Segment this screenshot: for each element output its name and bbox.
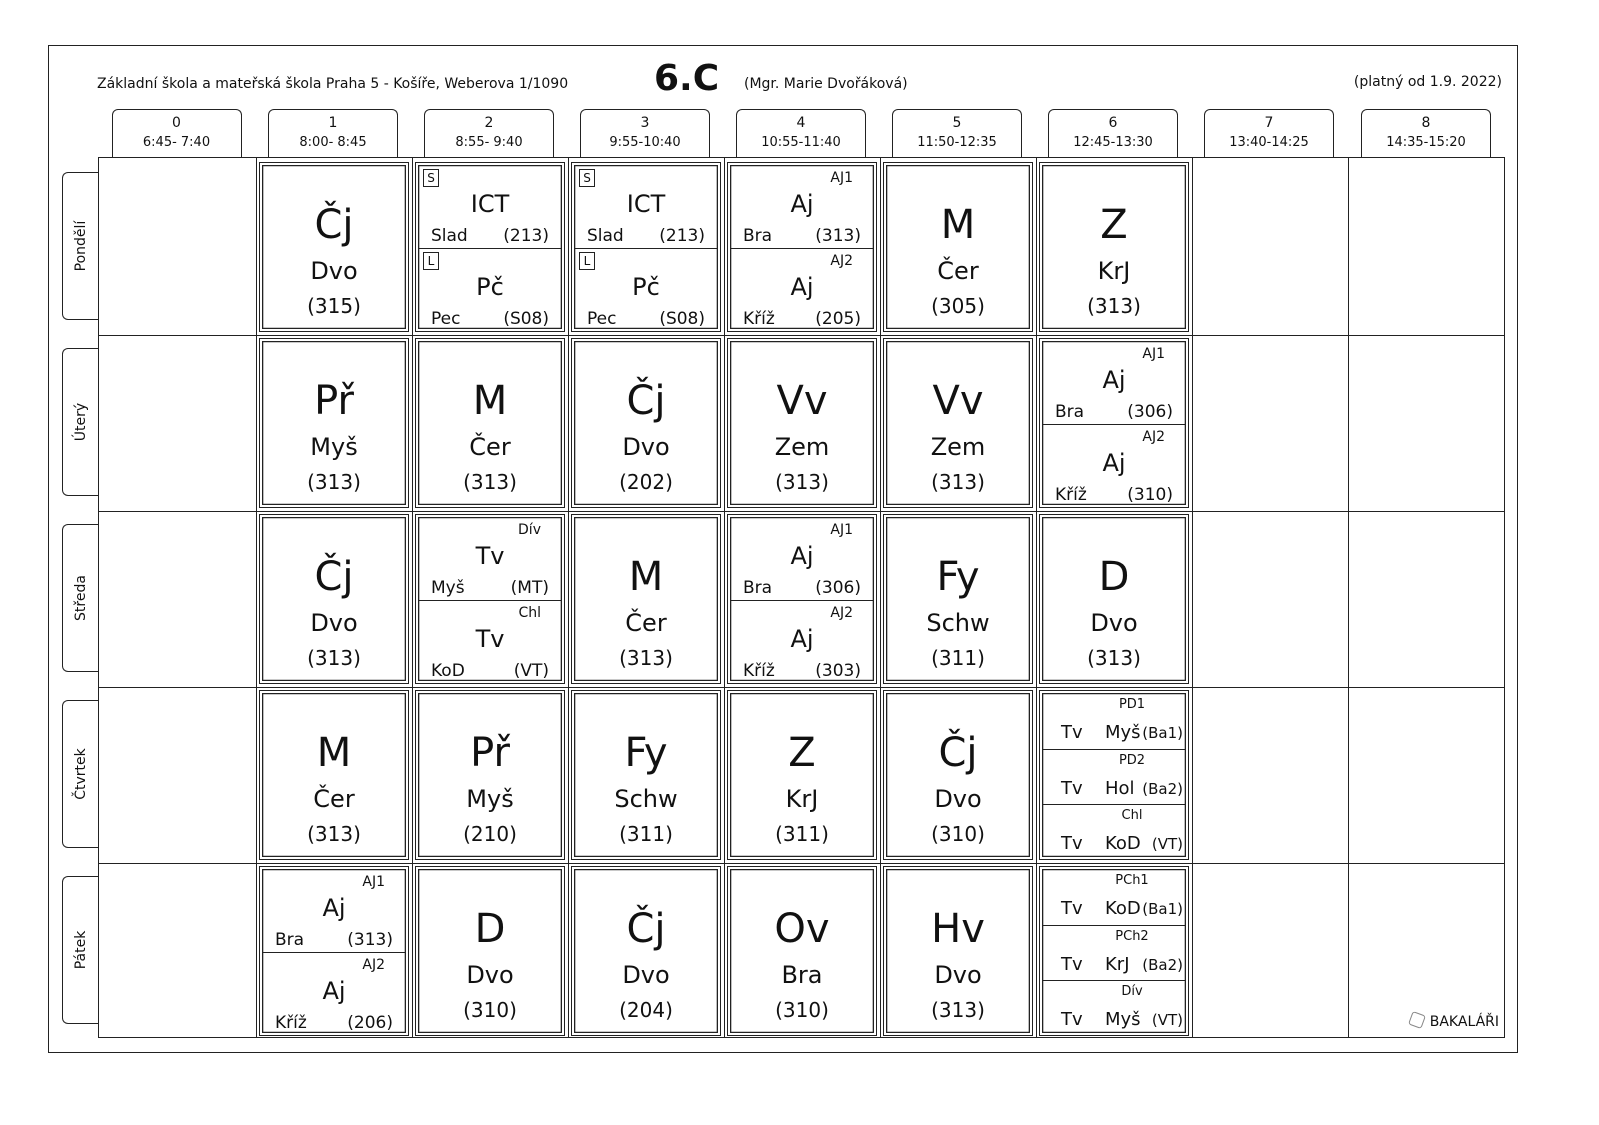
lesson-teacher: Bra [743, 225, 773, 246]
split-lesson [575, 166, 717, 248]
lesson-teacher: Dvo [1090, 609, 1138, 637]
lesson [260, 515, 408, 683]
lesson-room: (213) [659, 225, 705, 246]
lesson-room: (313) [307, 470, 361, 494]
split-lesson [263, 870, 405, 952]
lesson-teacher: Myš [466, 785, 514, 813]
period-header [1204, 109, 1334, 157]
lesson-room: (206) [347, 1013, 393, 1033]
split-lesson [419, 166, 561, 248]
lesson-room: (310) [775, 998, 829, 1022]
lesson-room: (313) [775, 470, 829, 494]
lesson-room: (306) [815, 578, 861, 598]
lesson-cell[interactable] [571, 514, 721, 684]
period-time: 10:55-11:40 [761, 135, 841, 150]
lesson-subject: Čj [626, 378, 666, 424]
lesson-subject: M [628, 554, 664, 600]
lesson-subject: Tv [1061, 833, 1083, 854]
lesson-room: (311) [931, 646, 985, 670]
lesson-subject: Tv [475, 542, 505, 570]
lesson [728, 691, 876, 859]
lesson-room: (313) [347, 930, 393, 950]
split-lesson [575, 248, 717, 331]
lesson-group: AJ1 [830, 169, 853, 186]
lesson-teacher: Kříž [743, 308, 775, 329]
period-header [1361, 109, 1491, 157]
lesson-subject: Aj [790, 542, 814, 570]
lesson-subject: Aj [1102, 366, 1126, 394]
period-number: 5 [952, 115, 962, 131]
lesson [572, 867, 720, 1035]
split-lesson [1043, 925, 1185, 981]
lesson-room: (303) [815, 661, 861, 681]
lesson-group: Dív [1121, 984, 1143, 999]
lesson-teacher: Pec [431, 308, 461, 329]
lesson-subject: D [474, 906, 506, 952]
lesson-subject: Čj [938, 730, 978, 776]
lesson-cell[interactable] [415, 866, 565, 1036]
lesson-subject: Tv [1061, 954, 1083, 975]
lesson-teacher: Bra [1055, 402, 1085, 422]
lesson-teacher: Schw [926, 609, 990, 637]
lesson-teacher: Dvo [310, 609, 358, 637]
lesson-subject: Aj [790, 272, 814, 301]
lesson-subject: Z [788, 730, 816, 776]
lesson-cell[interactable] [571, 338, 721, 508]
class-title: 6.C [654, 58, 720, 99]
lesson-subject: Aj [322, 894, 346, 922]
lesson-cell[interactable] [883, 514, 1033, 684]
lesson-room: (311) [619, 822, 673, 846]
lesson-subject: Čj [314, 554, 354, 600]
lesson-teacher: Zem [774, 433, 830, 461]
lesson-teacher: KoD [1105, 833, 1141, 854]
lesson-cell[interactable] [1039, 690, 1189, 860]
school-name: Základní škola a mateřská škola Praha 5 - Košíře, Weberova 1/1090 [97, 76, 569, 92]
lesson-mark: S [579, 169, 595, 187]
lesson [884, 163, 1032, 331]
lesson-teacher: Dvo [622, 961, 670, 989]
day-name: Pondělí [72, 220, 89, 271]
lesson-room: (313) [307, 646, 361, 670]
lesson [416, 867, 564, 1035]
lesson-room: (202) [619, 470, 673, 494]
split-lesson [419, 518, 561, 600]
lesson-subject: Ov [774, 906, 830, 952]
lesson-subject: Čj [314, 201, 354, 248]
lesson [728, 339, 876, 507]
logo-text: BAKALÁŘI [1429, 1014, 1499, 1030]
period-time: 6:45- 7:40 [142, 135, 211, 150]
lesson-room: (VT) [513, 661, 549, 681]
lesson-subject: Př [470, 730, 510, 776]
lesson [728, 867, 876, 1035]
lesson-group: PCh2 [1115, 929, 1149, 944]
lesson-teacher: Myš [310, 433, 358, 461]
lesson-subject: Tv [1061, 722, 1083, 743]
lesson-group: Dív [518, 522, 541, 538]
lesson-subject: Aj [790, 189, 814, 218]
lesson-cell[interactable] [1039, 514, 1189, 684]
bakalari-logo [1410, 1013, 1499, 1030]
period-time: 13:40-14:25 [1229, 135, 1309, 150]
day-name: Čtvrtek [72, 748, 89, 800]
lesson-cell[interactable] [883, 338, 1033, 508]
lesson [572, 691, 720, 859]
lesson-teacher: KoD [431, 661, 465, 681]
lesson [884, 691, 1032, 859]
lesson-group: AJ2 [830, 605, 853, 621]
lesson-cell[interactable] [415, 690, 565, 860]
lesson-group: Chl [518, 605, 541, 621]
period-header [424, 109, 554, 157]
day-label [62, 348, 98, 496]
period-number: 2 [484, 115, 494, 131]
lesson-subject: Fy [936, 554, 980, 600]
lesson-cell[interactable] [727, 690, 877, 860]
period-number: 8 [1421, 115, 1431, 131]
lesson-teacher: Dvo [310, 256, 358, 285]
lesson-teacher: Zem [930, 433, 986, 461]
split-lesson [731, 166, 873, 248]
lesson-teacher: Dvo [934, 785, 982, 813]
period-time: 11:50-12:35 [917, 135, 997, 150]
timetable-grid [98, 157, 1505, 1038]
lesson-subject: Tv [1061, 778, 1083, 799]
lesson-subject: Aj [1102, 449, 1126, 477]
grid-col-line [724, 158, 725, 1037]
lesson-room: (315) [307, 293, 361, 318]
lesson [1040, 515, 1188, 683]
lesson [884, 867, 1032, 1035]
lesson-subject: Aj [322, 977, 346, 1005]
lesson-subject: ICT [470, 189, 510, 218]
lesson [572, 339, 720, 507]
lesson-teacher: Dvo [934, 961, 982, 989]
lesson-cell[interactable] [727, 338, 877, 508]
lesson [884, 339, 1032, 507]
lesson-room: (213) [503, 225, 549, 246]
lesson-room: (VT) [1151, 835, 1183, 853]
lesson-group: PD1 [1118, 697, 1146, 712]
lesson-teacher: Čer [625, 609, 667, 637]
split-lesson [1043, 694, 1185, 749]
lesson-teacher: Bra [275, 930, 305, 950]
period-time: 8:55- 9:40 [455, 135, 523, 150]
lesson-teacher: Kříž [275, 1013, 307, 1033]
period-header [892, 109, 1022, 157]
lesson-teacher: Schw [614, 785, 678, 813]
lesson-cell[interactable] [571, 690, 721, 860]
lesson-teacher: Myš [1105, 1009, 1141, 1030]
period-number: 1 [328, 115, 338, 131]
lesson-subject: Z [1100, 201, 1128, 248]
grid-col-line [1192, 158, 1193, 1037]
lesson-room: (313) [1087, 646, 1141, 670]
grid-row-line [99, 687, 1504, 688]
day-label [62, 172, 98, 320]
lesson-group: Chl [1121, 808, 1143, 823]
lesson-room: (306) [1127, 402, 1173, 422]
lesson-room: (S08) [503, 308, 549, 329]
grid-row-line [99, 511, 1504, 512]
period-number: 3 [640, 115, 650, 131]
split-lesson [731, 248, 873, 331]
lesson [416, 339, 564, 507]
lesson-group: AJ1 [362, 874, 385, 890]
lesson-cell[interactable] [415, 338, 565, 508]
lesson-mark: L [423, 252, 439, 270]
period-header [268, 109, 398, 157]
lesson-teacher: Bra [743, 578, 773, 598]
split-lesson [731, 600, 873, 683]
grid-col-line [256, 158, 257, 1037]
lesson-teacher: Slad [587, 225, 624, 246]
grid-col-line [880, 158, 881, 1037]
lesson-cell[interactable] [883, 162, 1033, 332]
lesson-cell[interactable] [259, 866, 409, 1036]
lesson-teacher: Čer [937, 256, 979, 285]
lesson-cell[interactable] [727, 514, 877, 684]
lesson-teacher: KrJ [1097, 256, 1131, 285]
lesson-teacher: Kříž [1055, 485, 1087, 505]
split-lesson [419, 248, 561, 331]
lesson-room: (210) [463, 822, 517, 846]
lesson-subject: Vv [932, 378, 984, 424]
period-header [736, 109, 866, 157]
lesson-teacher: Čer [313, 785, 355, 813]
lesson-room: (313) [307, 822, 361, 846]
lesson-cell[interactable] [883, 866, 1033, 1036]
grid-row-line [99, 335, 1504, 336]
lesson-teacher: Slad [431, 225, 468, 246]
lesson-cell[interactable] [259, 690, 409, 860]
lesson-teacher: KrJ [1105, 954, 1130, 975]
lesson-room: (313) [1087, 293, 1141, 318]
lesson-subject: Tv [1061, 1009, 1083, 1030]
lesson-cell[interactable] [259, 162, 409, 332]
lesson-subject: Pč [476, 272, 504, 301]
lesson-group: AJ2 [362, 957, 385, 973]
lesson-cell[interactable] [727, 866, 877, 1036]
lesson-cell[interactable] [1039, 338, 1189, 508]
period-number: 6 [1108, 115, 1118, 131]
lesson-room: (313) [931, 998, 985, 1022]
lesson-cell[interactable] [1039, 162, 1189, 332]
lesson-cell[interactable] [1039, 866, 1189, 1036]
lesson-subject: Aj [790, 625, 814, 653]
split-lesson [419, 600, 561, 683]
lesson-room: (313) [619, 646, 673, 670]
lesson [260, 339, 408, 507]
day-label [62, 876, 98, 1024]
lesson-room: (Ba1) [1142, 900, 1183, 918]
lesson-teacher: KrJ [785, 785, 819, 813]
lesson-cell[interactable] [571, 866, 721, 1036]
lesson-teacher: KoD [1105, 898, 1141, 919]
lesson-cell[interactable] [259, 338, 409, 508]
period-time: 9:55-10:40 [609, 135, 681, 150]
lesson-subject: M [316, 730, 352, 776]
lesson-room: (Ba1) [1142, 724, 1183, 742]
lesson-room: (310) [463, 998, 517, 1022]
lesson-room: (310) [931, 822, 985, 846]
lesson-room: (VT) [1151, 1011, 1183, 1029]
lesson-teacher: Dvo [622, 433, 670, 461]
period-header [112, 109, 242, 157]
lesson-subject: D [1098, 554, 1130, 600]
lesson-teacher: Myš [1105, 722, 1141, 743]
split-lesson [1043, 870, 1185, 925]
period-header [580, 109, 710, 157]
lesson-group: AJ2 [1142, 429, 1165, 445]
split-lesson [731, 518, 873, 600]
lesson-cell[interactable] [883, 690, 1033, 860]
period-time: 12:45-13:30 [1073, 135, 1153, 150]
bakalari-logo-icon [1408, 1011, 1426, 1029]
lesson-room: (MT) [510, 578, 549, 598]
lesson-group: AJ1 [830, 522, 853, 538]
lesson-subject: M [472, 378, 508, 424]
lesson-teacher: Myš [431, 578, 465, 598]
lesson-mark: L [579, 252, 595, 270]
lesson-teacher: Čer [469, 433, 511, 461]
lesson-cell[interactable] [415, 162, 565, 332]
class-teacher: (Mgr. Marie Dvořáková) [744, 76, 908, 92]
lesson-room: (311) [775, 822, 829, 846]
lesson [884, 515, 1032, 683]
split-lesson [1043, 749, 1185, 805]
lesson [260, 163, 408, 331]
day-name: Úterý [72, 402, 89, 442]
lesson-room: (313) [815, 225, 861, 246]
split-lesson [1043, 424, 1185, 507]
day-name: Středa [72, 575, 89, 621]
lesson [260, 691, 408, 859]
lesson-subject: Fy [624, 730, 668, 776]
lesson-room: (Ba2) [1142, 956, 1183, 974]
split-lesson [1043, 804, 1185, 860]
period-time: 8:00- 8:45 [299, 135, 367, 150]
lesson-teacher: Hol [1105, 778, 1135, 799]
grid-row-line [99, 863, 1504, 864]
lesson-cell[interactable] [259, 514, 409, 684]
lesson-room: (204) [619, 998, 673, 1022]
lesson-teacher: Dvo [466, 961, 514, 989]
lesson-room: (Ba2) [1142, 780, 1183, 798]
period-number: 4 [796, 115, 806, 131]
lesson-cell[interactable] [415, 514, 565, 684]
lesson-room: (313) [931, 470, 985, 494]
lesson-subject: Tv [475, 625, 505, 653]
day-label [62, 524, 98, 672]
lesson-cell[interactable] [571, 162, 721, 332]
grid-col-line [1348, 158, 1349, 1037]
lesson-subject: Př [314, 378, 354, 424]
lesson-room: (313) [463, 470, 517, 494]
split-lesson [1043, 980, 1185, 1036]
lesson-subject: M [940, 201, 976, 248]
lesson-subject: Čj [626, 906, 666, 952]
period-number: 0 [172, 115, 181, 131]
lesson-room: (S08) [659, 308, 705, 329]
day-name: Pátek [72, 930, 89, 970]
lesson-cell[interactable] [727, 162, 877, 332]
lesson-group: AJ1 [1142, 346, 1165, 362]
lesson [416, 691, 564, 859]
lesson-subject: Tv [1061, 898, 1083, 919]
grid-col-line [568, 158, 569, 1037]
lesson-teacher: Kříž [743, 661, 775, 681]
period-header [1048, 109, 1178, 157]
lesson-room: (205) [815, 308, 861, 329]
grid-col-line [1036, 158, 1037, 1037]
period-time: 14:35-15:20 [1386, 135, 1466, 150]
lesson-subject: Pč [632, 272, 660, 301]
lesson-room: (305) [931, 293, 985, 318]
lesson-group: AJ2 [830, 252, 853, 269]
lesson-group: PD2 [1118, 753, 1146, 768]
valid-from: (platný od 1.9. 2022) [1353, 74, 1502, 90]
lesson-subject: Vv [776, 378, 828, 424]
lesson-mark: S [423, 169, 439, 187]
lesson-subject: Hv [931, 906, 985, 952]
lesson [1040, 163, 1188, 331]
lesson-group: PCh1 [1115, 873, 1149, 888]
day-label [62, 700, 98, 848]
split-lesson [263, 952, 405, 1035]
lesson [572, 515, 720, 683]
split-lesson [1043, 342, 1185, 424]
lesson-teacher: Bra [781, 961, 823, 989]
period-number: 7 [1264, 115, 1274, 131]
lesson-subject: ICT [626, 189, 666, 218]
lesson-teacher: Pec [587, 308, 617, 329]
grid-col-line [412, 158, 413, 1037]
lesson-room: (310) [1127, 485, 1173, 505]
